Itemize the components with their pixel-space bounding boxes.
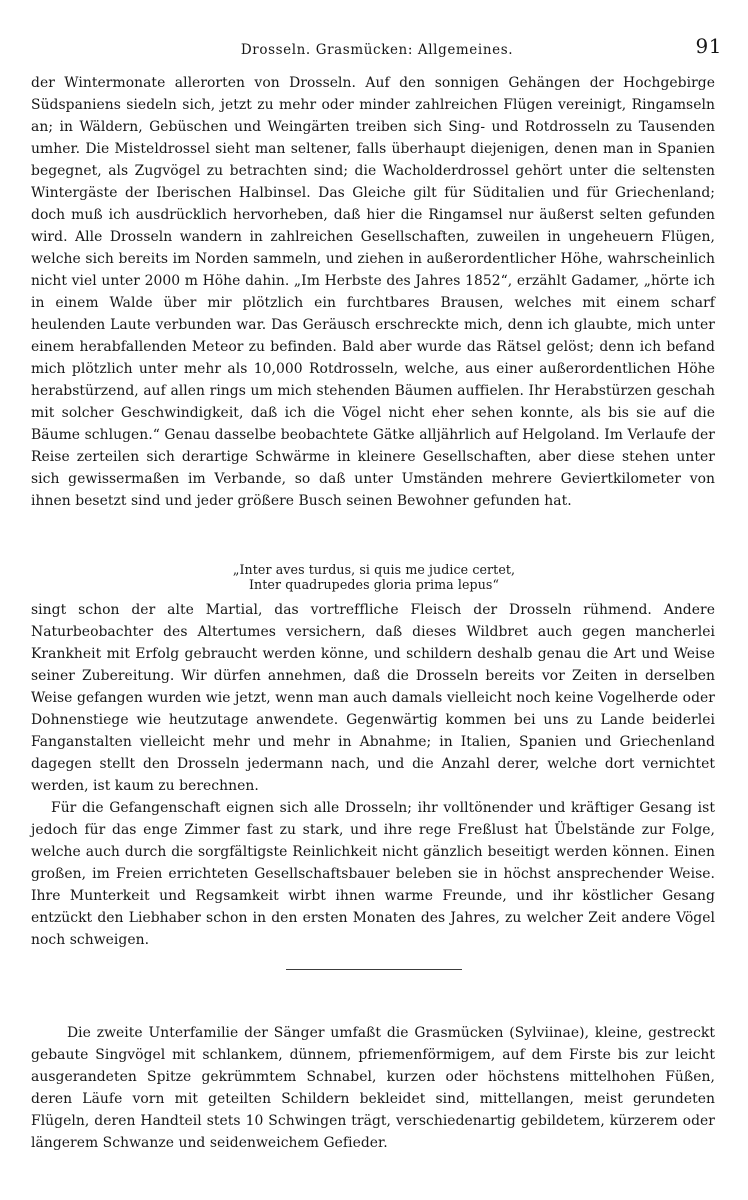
- quote-line-1: „Inter aves turdus, si quis me judice certet,: [232, 562, 516, 577]
- paragraph-hunting: singt schon der alte Martial, das vortreffliche Fleisch der Drosseln rühmend. Andere Naturbeobachter des Altertumes versichern, daß dieses Wildbret auch gegen mancherlei Krankheit mit Erfolg gebraucht werden könne, und schildern deshalb genau die Art und Weise seiner Zubereitung. Wir dürfen annehmen, daß die Drosseln bereits vor Zeiten in derselben Weise gefangen wurden wie jetzt, wenn man auch damals vielleicht noch keine Vogelherde oder Dohnenstiege wie heutzutage anwendete. Gegenwärtig kommen bei uns zu Lande beiderlei Fanganstalten vielleicht mehr und mehr in Abnahme; in Italien, Spanien und Griechenland dagegen stellt den Drosseln jedermann nach, und die Anzahl derer, welche dort vernichtet werden, ist kaum zu berechnen.: [31, 602, 715, 794]
- paragraph-hunting-group: [31, 599, 715, 951]
- paragraph-warblers: Die zweite Unterfamilie der Sänger umfaßt die Grasmücken (Sylviinae), kleine, gestreckt gebaute Singvögel mit schlankem, dünnem, pfriemenförmigem, auf dem Firste bis zur leicht ausgerandeten Spitze gekrümmtem Schnabel, kurzen oder höchstens mittelhohen Füßen, deren Läufe vorn mit geteilten Schildern bekleidet sind, mittellangen, meist gerundeten Flügeln, deren Handteil stets 10 Schwingen trägt, verschiedenartig gebildetem, kürzerem oder längerem Schwanze und seidenweichem Gefieder.: [31, 1025, 715, 1151]
- page-header: [32, 34, 722, 64]
- running-title: Drosseln. Grasmücken: Allgemeines.: [240, 42, 514, 58]
- latin-quote: [0, 562, 748, 592]
- quote-line-2: Inter quadrupedes gloria prima lepus“: [248, 577, 500, 592]
- paragraph-migration: der Wintermonate allerorten von Drosseln. Auf den sonnigen Gehängen der Hochgebirge Südspaniens siedeln sich, jetzt zu mehr oder minder zahlreichen Flügen vereinigt, Ringamseln an; in Wäldern, Gebüschen und Weingärten treiben sich Sing- und Rotdrosseln zu Tausenden umher. Die Misteldrossel sieht man seltener, falls überhaupt diejenigen, denen man in Spanien begegnet, als Zugvögel zu betrachten sind; die Wacholderdrossel gehört unter die seltensten Wintergäste der Iberischen Halbinsel. Das Gleiche gilt für Süditalien und für Griechenland; doch muß ich ausdrücklich hervorheben, daß hier die Ringamsel nur äußerst selten gefunden wird. Alle Drosseln wandern in zahlreichen Gesellschaften, zuweilen in ungeheuern Flügen, welche sich bereits im Norden sammeln, und ziehen in außerordentlicher Höhe, wahrscheinlich nicht viel unter 2000 m Höhe dahin. „Im Herbste des Jahres 1852“, erzählt Gadamer, „hörte ich in einem Walde über mir plötzlich ein furchtbares Brausen, welches mit einem scharf heulenden Laute verbunden war. Das Geräusch erschreckte mich, denn ich glaubte, mich unter einem herabfallenden Meteor zu befinden. Bald aber wurde das Rätsel gelöst; denn ich befand mich plötzlich unter mehr als 10,000 Rotdrosseln, welche, aus einer außerordentlichen Höhe herabstürzend, auf allen rings um mich stehenden Bäumen auffielen. Ihr Herabstürzen geschah mit solcher Geschwindigkeit, daß ich die Vögel nicht eher sehen konnte, als bis sie auf die Bäume schlugen.“ Genau dasselbe beobachtete Gätke alljährlich auf Helgoland. Im Verlaufe der Reise zerteilen sich derartige Schwärme in kleinere Gesellschaften, aber diese stehen unter sich gewissermaßen im Verbande, so daß unter Umständen mehrere Geviertkilometer von ihnen besetzt sind und jeder größere Busch seinen Bewohner gefunden hat.: [31, 75, 715, 509]
- paragraph-captivity: Für die Gefangenschaft eignen sich alle Drosseln; ihr volltönender und kräftiger Gesang ist jedoch für das enge Zimmer fast zu stark, und ihre rege Freßlust hat Übelstände zur Folge, welche auch durch die sorgfältigste Reinlichkeit nicht gänzlich beseitigt werden können. Einen großen, im Freien errichteten Gesellschaftsbauer beleben sie in höchst ansprechender Weise. Ihre Munterkeit und Regsamkeit wirbt ihnen warme Freunde, und ihr köstlicher Gesang entzückt den Liebhaber schon in den ersten Monaten des Jahres, zu welcher Zeit andere Vögel noch schweigen.: [31, 800, 715, 948]
- page-number: 91: [695, 34, 722, 58]
- section-separator-rule: [286, 969, 462, 970]
